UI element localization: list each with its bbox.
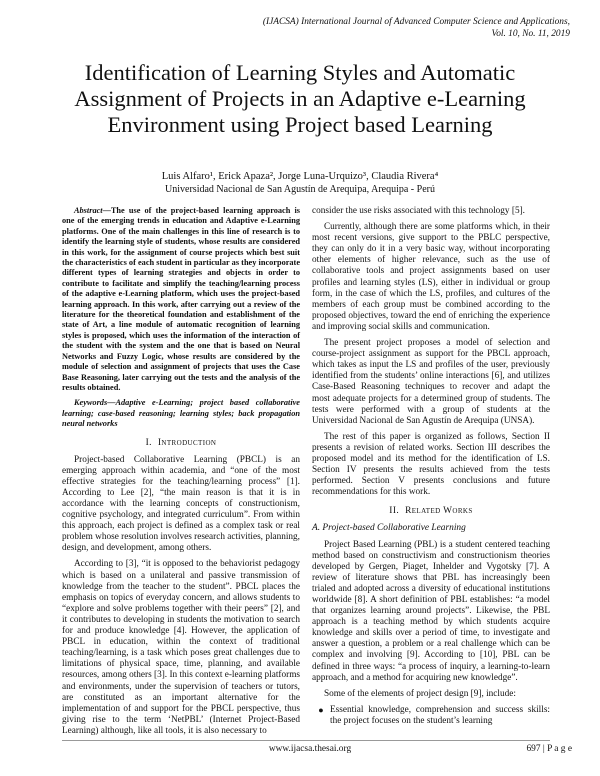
paragraph: Project-based Collaborative Learning (PBCL) is an emerging approach within academia, and “one of the most effective strategies for the teaching/learning process” [1]. According to Lee [2], “the main reason is that it is in accordance with the learning concepts of constructionism, cognitive psychology, and integrated curriculum”. From within this approach, each project is defined as a complex task or real problem whose resolution involves research activities, planning, design, and development, among others. xyxy=(62,454,300,554)
left-column xyxy=(62,206,300,742)
keywords-label: Keywords— xyxy=(74,398,116,408)
section-title: Introduction xyxy=(157,437,217,448)
journal-volume: Vol. 10, No. 11, 2019 xyxy=(491,29,570,39)
journal-header xyxy=(210,16,570,40)
paragraph: According to [3], “it is opposed to the behaviorist pedagogy which is based on a unilateral and passive transmission of knowledge from the teacher to the student”. PBCL places the emphasis on topics of everyday concern, and allows students to “explore and solve problems together with their peers” [2], and it contributes to developing in students the motivation to search for and produce knowledge [4]. However, the application of PBCL in education, within the context of traditional teaching/learning, is a task which poses great challenges due to limitations of physical space, time, planning, and available resources, among others [3]. In this context e-learning platforms and environments, under the supervision of teachers or tutors, are constituted as an important alternative for the implementation of and support for the PBCL perspective, thus giving rise to the term ‘NetPBL’ (Internet Project-Based Learning) although, like all tools, it is also necessary to xyxy=(62,559,300,736)
paragraph: The present project proposes a model of selection and course-project assignment as support for the PBCL approach, which takes as input the LS and profiles of the user, previously identified from the students’ online interactions [6], and utilizes Case-Based Reasoning techniques to recover and adapt the most adequate projects for a determined group of students. The tests were performed with a group of students at the Universidad Nacional de San Agustín de Arequipa (UNSA). xyxy=(312,338,550,426)
section-title: Related Works xyxy=(405,506,473,517)
subsection-heading: A. Project-based Collaborative Learning xyxy=(312,523,466,534)
affiliation: Universidad Nacional de San Agustín de Arequipa, Arequipa - Perú xyxy=(165,184,435,195)
bullet-text: Essential knowledge, comprehension and success skills: the project focuses on the student’s learning xyxy=(330,704,550,726)
page-number: 697 | P a g e xyxy=(526,744,572,754)
paragraph: consider the use risks associated with this technology [5]. xyxy=(312,206,525,216)
section-heading-introduction xyxy=(62,438,300,449)
paper-title: Identification of Learning Styles and Automatic Assignment of Projects in an Adaptive e-Learning Environment using Project based Learning xyxy=(74,60,526,137)
footer-divider xyxy=(62,740,550,741)
abstract-text: The use of the project-based learning approach is one of the emerging trends in education and Adaptive e-Learning platforms. One of the main challenges in this line of research is to identify the learning style of students, whose results are considered in this work, for the assignment of course projects which best suit the characteristics of each student in particular as they incorporate different types of learning strategies and objects in order to contribute to facilitate and simplify the teaching/learning process of the adaptive e-Learning platform, which uses the project-based learning approach. In this work, after carrying out a review of the literature for the theoretical foundation and establishment of the state of Art, a line module of automatic recognition of learning styles is proposed, which uses the information of the interaction of the student with the system and the one that is based on Neural Networks and Fuzzy Logic, whose results are considered by the module of selection and assignment of projects that uses the Case Base Reasoning, later carrying out the tests and the analysis of the results obtained. xyxy=(62,206,300,392)
bullet-icon: ● xyxy=(318,704,324,715)
abstract xyxy=(62,206,300,393)
author-list: Luis Alfaro¹, Erick Apaza², Jorge Luna-Urquizo³, Claudia Rivera⁴ xyxy=(161,171,439,182)
abstract-label: Abstract— xyxy=(74,206,111,215)
right-column xyxy=(312,206,550,727)
keywords-text: Adaptive e-Learning; project based collaborative learning; case-based reasoning; learning styles; back propagation neural networks xyxy=(62,398,300,429)
section-heading-related-works xyxy=(312,506,550,517)
journal-name: (IJACSA) International Journal of Advanced Computer Science and Applications, xyxy=(262,17,570,27)
footer-url: www.ijacsa.thesai.org xyxy=(268,744,352,754)
paragraph: Currently, although there are some platforms which, in their most recent versions, give support to the PBLC perspective, they can only do it in a very basic way, without incorporating other elements of higher relevance, such as the use of collaborative tools and project assignments based on user profiles and learning styles (LS), either in individual or group form, in the case of which the LS, profiles, and cultures of the members of each group must be combined according to the proposed objectives, toward the end of enriching the experience and improving social skills and communication. xyxy=(312,222,550,332)
paragraph: Some of the elements of project design [9], include: xyxy=(324,688,516,699)
keywords xyxy=(62,398,300,429)
paragraph: The rest of this paper is organized as follows, Section II presents a revision of related works. Section III describes the proposed model and its method for the identification of LS. Section IV presents the results achieved from the tests performed. Section V presents conclusions and future recommendations for this work. xyxy=(312,431,550,498)
section-number: I. xyxy=(145,437,152,448)
bullet-item xyxy=(312,705,550,727)
section-number: II. xyxy=(389,506,400,517)
paragraph: Project Based Learning (PBL) is a student centered teaching method based on constructivism and constructionism theories developed by Gergen, Piaget, Inhelder and Vygotsky [7]. A review of literature shows that PBL has increasingly been trialed and adopted across a diversity of educational institutions worldwide [8]. A short definition of PBL establishes: “a model that organizes learning around projects”. Likewise, the PBL approach is a teaching method by which students acquire knowledge and skills over a period of time, to investigate and answer a question, a problem or a real challenge which can be complex and involving [9]. According to [10], PBL can be defined in three ways: “a process of inquiry, a learning-to-learn approach, and a method for acquiring new knowledge”. xyxy=(312,539,550,683)
